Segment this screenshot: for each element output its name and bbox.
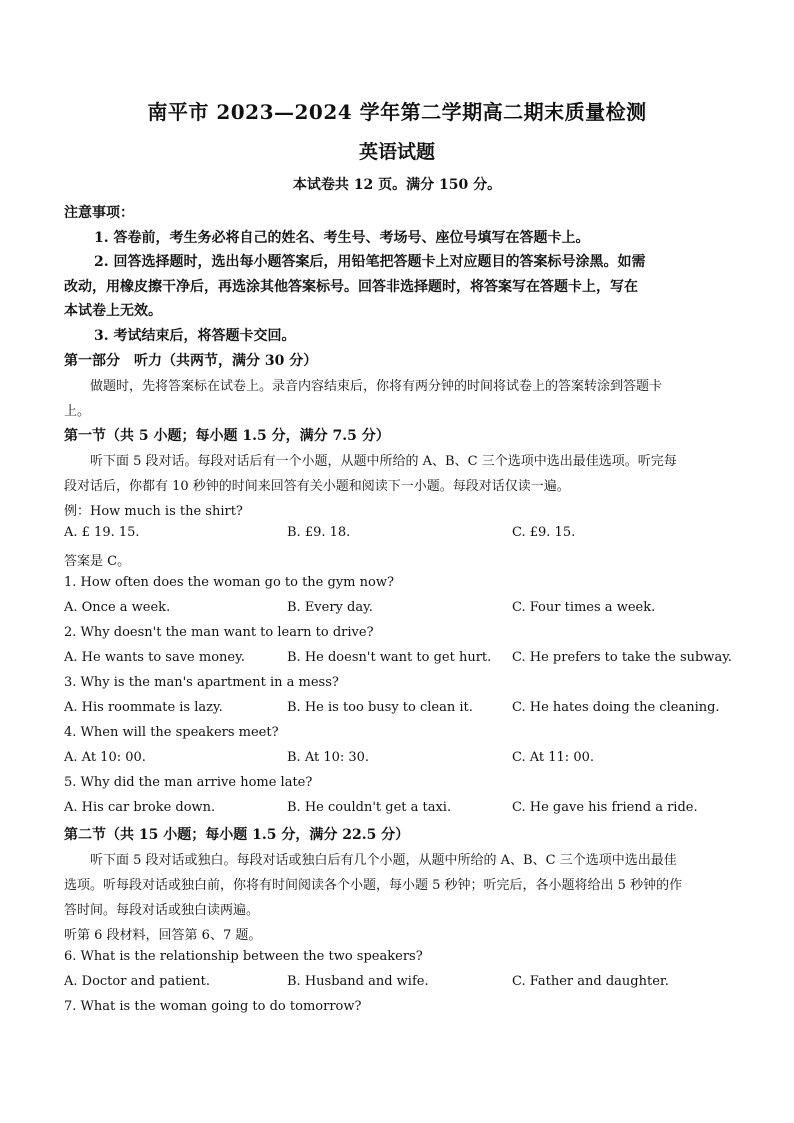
question-5: 5. Why did the man arrive home late? bbox=[64, 775, 313, 790]
question-6: 6. What is the relationship between the two speakers? bbox=[64, 949, 423, 964]
section2-intro-line-3: 答时间。每段对话或独白读两遍。 bbox=[64, 903, 260, 918]
example-option-b: B. £9. 18. bbox=[287, 525, 351, 540]
notes-item-3: 3. 考试结束后，将答题卡交回。 bbox=[94, 328, 296, 344]
section2-intro-line-1: 听下面 5 段对话或独白。每段对话或独白后有几个小题，从题中所给的 A、B、C 三个选项中选出最佳 bbox=[90, 853, 677, 868]
question-4: 4. When will the speakers meet? bbox=[64, 725, 279, 740]
section1-heading: 第一节（共 5 小题；每小题 1.5 分，满分 7.5 分） bbox=[64, 428, 390, 444]
part1-heading: 第一部分 听力（共两节，满分 30 分） bbox=[64, 353, 318, 369]
exam-info: 本试卷共 12 页。满分 150 分。 bbox=[292, 177, 502, 193]
question-5-option-b: B. He couldn't get a taxi. bbox=[287, 800, 452, 815]
question-1: 1. How often does the woman go to the gym now? bbox=[64, 575, 394, 590]
question-6-option-c: C. Father and daughter. bbox=[512, 974, 669, 989]
exam-title: 南平市 2023—2024 学年第二学期高二期末质量检测 bbox=[147, 100, 647, 124]
question-1-option-c: C. Four times a week. bbox=[512, 600, 656, 615]
question-3-option-b: B. He is too busy to clean it. bbox=[287, 700, 473, 715]
material-6-instruction: 听第 6 段材料，回答第 6、7 题。 bbox=[64, 928, 262, 943]
question-1-option-a: A. Once a week. bbox=[64, 600, 171, 615]
notes-item-1: 1. 答卷前，考生务必将自己的姓名、考生号、考场号、座位号填写在答题卡上。 bbox=[94, 230, 590, 246]
question-2-option-c: C. He prefers to take the subway. bbox=[512, 650, 732, 665]
question-5-option-c: C. He gave his friend a ride. bbox=[512, 800, 698, 815]
subject-title: 英语试题 bbox=[358, 141, 435, 163]
question-3-option-a: A. His roommate is lazy. bbox=[64, 700, 223, 715]
question-1-option-b: B. Every day. bbox=[287, 600, 373, 615]
question-6-option-b: B. Husband and wife. bbox=[287, 974, 429, 989]
question-4-option-c: C. At 11: 00. bbox=[512, 750, 594, 765]
question-5-option-a: A. His car broke down. bbox=[64, 800, 216, 815]
example-option-c: C. £9. 15. bbox=[512, 525, 576, 540]
question-3-option-c: C. He hates doing the cleaning. bbox=[512, 700, 720, 715]
section2-heading: 第二节（共 15 小题；每小题 1.5 分，满分 22.5 分） bbox=[64, 827, 410, 843]
part1-intro-line-2: 上。 bbox=[64, 404, 91, 419]
question-4-option-a: A. At 10: 00. bbox=[64, 750, 146, 765]
section2-intro-line-2: 选项。听每段对话或独白前，你将有时间阅读各个小题，每小题 5 秒钟；听完后，各小题将给出 5 秒钟的作 bbox=[64, 878, 683, 893]
example-option-a: A. £ 19. 15. bbox=[64, 525, 140, 540]
section1-intro-line-1: 听下面 5 段对话。每段对话后有一个小题，从题中所给的 A、B、C 三个选项中选出最佳选项。听完每 bbox=[90, 454, 677, 469]
question-2: 2. Why doesn't the man want to learn to drive? bbox=[64, 625, 374, 640]
example-question: 例：How much is the shirt? bbox=[64, 504, 243, 519]
section1-intro-line-2: 段对话后，你都有 10 秒钟的时间来回答有关小题和阅读下一小题。每段对话仅读一遍。 bbox=[64, 479, 570, 494]
notes-item-2-line-1: 2. 回答选择题时，选出每小题答案后，用铅笔把答题卡上对应题目的答案标号涂黑。如需 bbox=[94, 254, 646, 270]
question-3: 3. Why is the man's apartment in a mess? bbox=[64, 675, 339, 690]
example-answer: 答案是 C。 bbox=[64, 554, 131, 569]
notes-heading: 注意事项： bbox=[64, 205, 134, 221]
part1-intro-line-1: 做题时，先将答案标在试卷上。录音内容结束后，你将有两分钟的时间将试卷上的答案转涂到答题卡 bbox=[90, 379, 663, 394]
question-6-option-a: A. Doctor and patient. bbox=[64, 974, 211, 989]
question-7: 7. What is the woman going to do tomorrow? bbox=[64, 999, 362, 1014]
question-2-option-b: B. He doesn't want to get hurt. bbox=[287, 650, 492, 665]
notes-item-2-line-3: 本试卷上无效。 bbox=[64, 303, 162, 319]
question-4-option-b: B. At 10: 30. bbox=[287, 750, 370, 765]
notes-item-2-line-2: 改动，用橡皮擦干净后，再选涂其他答案标号。回答非选择题时，将答案写在答题卡上，写在 bbox=[64, 279, 638, 295]
question-2-option-a: A. He wants to save money. bbox=[64, 650, 245, 665]
